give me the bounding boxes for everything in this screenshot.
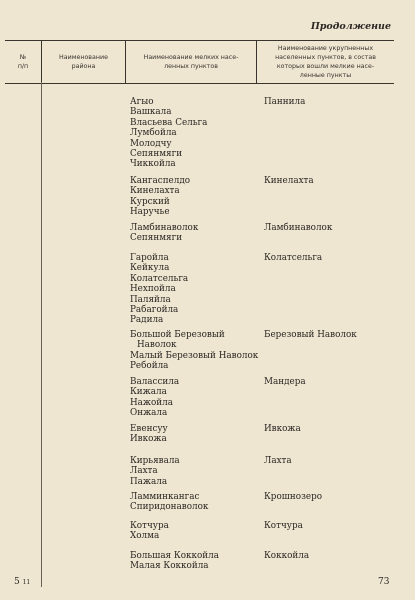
small-settlement: Кирьявала xyxy=(130,456,180,466)
merged-settlement: Колатсельга xyxy=(264,253,323,263)
small-settlement: Гаройла xyxy=(130,253,169,263)
small-settlement: Валассила xyxy=(130,377,180,387)
small-settlement: Ребойла xyxy=(130,361,169,372)
small-settlements-cell xyxy=(130,176,190,218)
small-settlement: Ламбинаволок xyxy=(130,223,199,233)
small-settlement: Кинелахта xyxy=(130,186,180,197)
small-settlements-cell xyxy=(130,521,169,542)
merged-settlement: Кинелахта xyxy=(264,176,314,186)
small-settlement: Молодчу xyxy=(130,138,172,149)
small-settlement: Холма xyxy=(130,531,160,542)
merged-settlement: Ламбинаволок xyxy=(264,223,333,233)
header-small-settlements: Наименование мелких насе- ленных пунктов xyxy=(143,53,239,70)
table-header xyxy=(5,40,394,84)
small-settlement: Пажала xyxy=(130,476,168,487)
small-settlements-cell xyxy=(130,424,168,445)
header-merged-settlements: Наименование укрупненных населенных пунктов, в состав которых вошли мелкие насе- ленные пункты xyxy=(275,44,376,80)
small-settlements-cell xyxy=(130,551,219,572)
merged-settlement: Паннила xyxy=(264,97,306,107)
small-settlements-cell xyxy=(130,377,179,419)
small-settlement: Курский xyxy=(130,196,170,207)
small-settlement: Радила xyxy=(130,315,164,326)
header-number: № п/п xyxy=(17,53,29,70)
small-settlement: Наволок xyxy=(137,340,177,351)
small-settlement: Ивкожа xyxy=(130,434,167,445)
small-settlement: Онжала xyxy=(130,408,168,419)
merged-settlement: Березовый Наволок xyxy=(264,330,357,340)
merged-settlement: Мандера xyxy=(264,377,306,387)
small-settlement: Сепянмяги xyxy=(130,149,183,160)
small-settlement: Чиккойла xyxy=(130,159,176,170)
small-settlement: Малая Коккойла xyxy=(130,561,209,572)
small-settlement: Рабагойла xyxy=(130,305,179,316)
small-settlement: Наручье xyxy=(130,207,170,218)
small-settlement: Вашкала xyxy=(130,107,172,118)
small-settlements-cell xyxy=(130,97,207,170)
small-settlement: Агыо xyxy=(130,97,154,107)
small-settlements-cell xyxy=(130,330,258,372)
small-settlement: Кижала xyxy=(130,387,167,398)
small-settlement: Ламминкангас xyxy=(130,492,200,502)
small-settlement: Спиридонаволок xyxy=(130,502,209,513)
small-settlements-cell xyxy=(130,492,208,513)
small-settlement: Колатсельга xyxy=(130,273,189,284)
small-settlements-cell xyxy=(130,456,180,487)
small-settlement: Кейкула xyxy=(130,263,170,274)
signature-mark: 5 11 xyxy=(14,577,31,587)
page-number: 73 xyxy=(378,577,390,587)
small-settlement: Кангаспелдо xyxy=(130,176,191,186)
small-settlement: Котчура xyxy=(130,521,169,531)
header-district: Наименование района xyxy=(59,53,108,70)
small-settlement: Сепянмяги xyxy=(130,233,183,244)
small-settlement: Лумбойла xyxy=(130,128,177,139)
merged-settlement: Крошнозеро xyxy=(264,492,323,502)
small-settlement: Евенсуу xyxy=(130,424,168,434)
small-settlement: Большая Коккойла xyxy=(130,551,219,561)
small-settlement: Малый Березовый Наволок xyxy=(130,350,259,361)
small-settlement: Большой Березовый xyxy=(130,330,225,340)
small-settlements-cell xyxy=(130,223,198,244)
merged-settlement: Лахта xyxy=(264,456,292,466)
small-settlement: Нехпойла xyxy=(130,284,176,295)
continuation-label: Продолжение xyxy=(310,21,391,32)
small-settlement: Паляйла xyxy=(130,294,171,305)
merged-settlement: Коккойла xyxy=(264,551,310,561)
small-settlement: Лахта xyxy=(130,466,158,477)
merged-settlement: Ивкожа xyxy=(264,424,301,434)
column-divider xyxy=(41,82,42,587)
small-settlement: Власьева Сельга xyxy=(130,117,208,128)
merged-settlement: Котчура xyxy=(264,521,303,531)
small-settlements-cell xyxy=(130,253,188,326)
small-settlement: Нажойла xyxy=(130,397,174,408)
